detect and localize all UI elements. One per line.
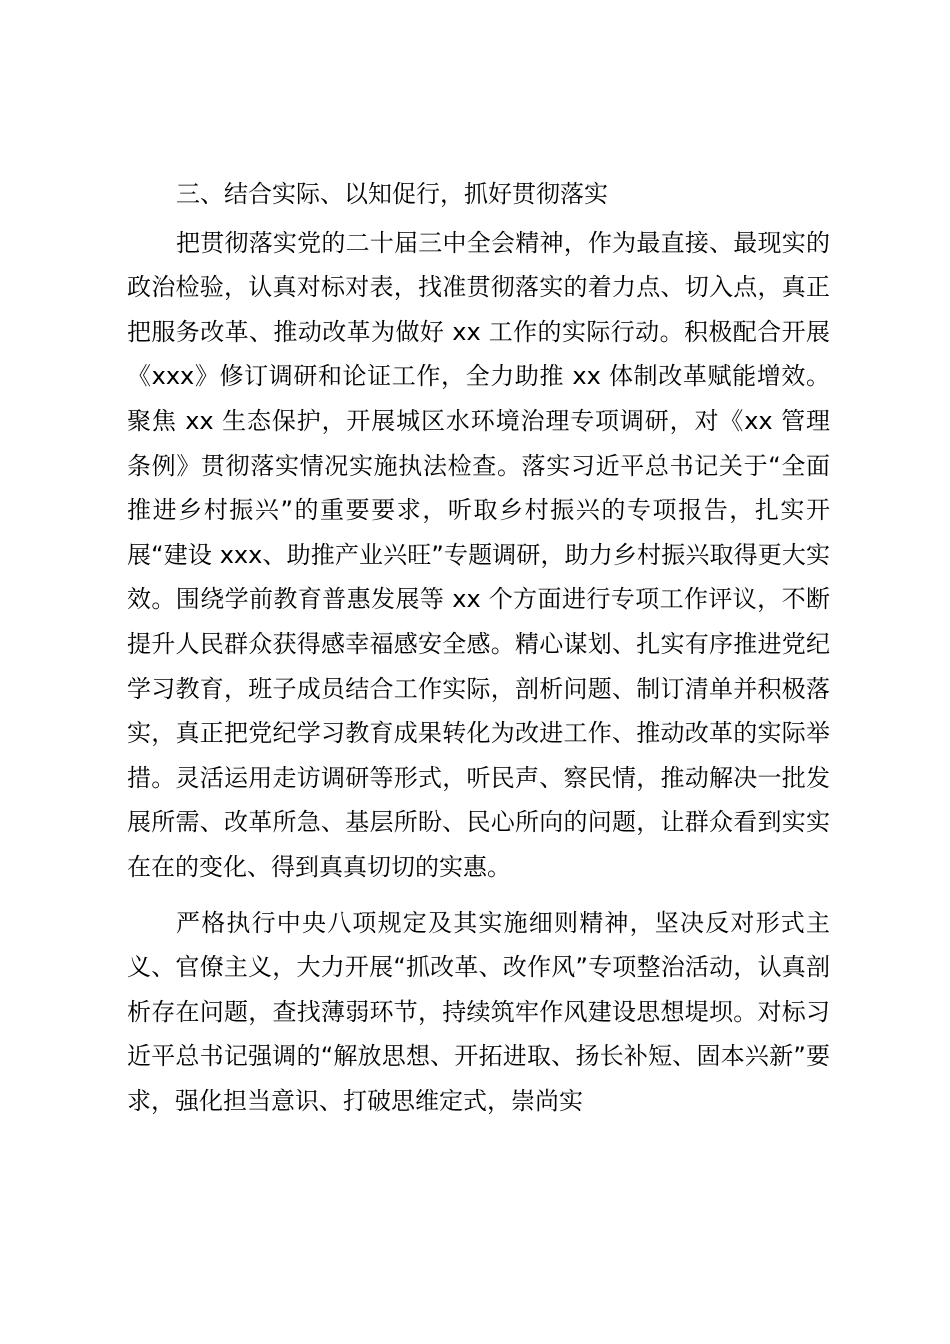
section-heading: 三、结合实际、以知促行，抓好贯彻落实 xyxy=(176,180,608,208)
paragraph: 严格执行中央八项规定及其实施细则精神，坚决反对形式主义、官僚主义，大力开展“抓改革、改作风”专项整治活动，认真剖析存在问题，查找薄弱环节，持续筑牢作风建设思想堤坝。对标习近平总书记强调的“解放思想、开拓进取、扬长补短、固本兴新”要求，强化担当意识、打破思维定式，崇尚实 xyxy=(127,908,830,1115)
paragraph: 把贯彻落实党的二十届三中全会精神，作为最直接、最现实的政治检验，认真对标对表，找准贯彻落实的着力点、切入点，真正把服务改革、推动改革为做好 xx 工作的实际行动。积极配合开展《xxx》修订调研和论证工作，全力助推 xx 体制改革赋能增效。聚焦 xx 生态保护，开展城区水环境治理专项调研，对《xx 管理条例》贯彻落实情况实施执法检查。落实习近平总书记关于“全面推进乡村振兴”的重要要求，听取乡村振兴的专项报告，扎实开展“建设 xxx、助推产业兴旺”专题调研，助力乡村振兴取得更大实效。围绕学前教育普惠发展等 xx 个方面进行专项工作评议，不断提升人民群众获得感幸福感安全感。精心谋划、扎实有序推进党纪学习教育，班子成员结合工作实际，剖析问题、制订清单并积极落实，真正把党纪学习教育成果转化为改进工作、推动改革的实际举措。灵活运用走访调研等形式，听民声、察民情，推动解决一批发展所需、改革所急、基层所盼、民心所向的问题，让群众看到实实在在的变化、得到真真切切的实惠。 xyxy=(127,228,830,881)
document-body xyxy=(127,172,830,1123)
